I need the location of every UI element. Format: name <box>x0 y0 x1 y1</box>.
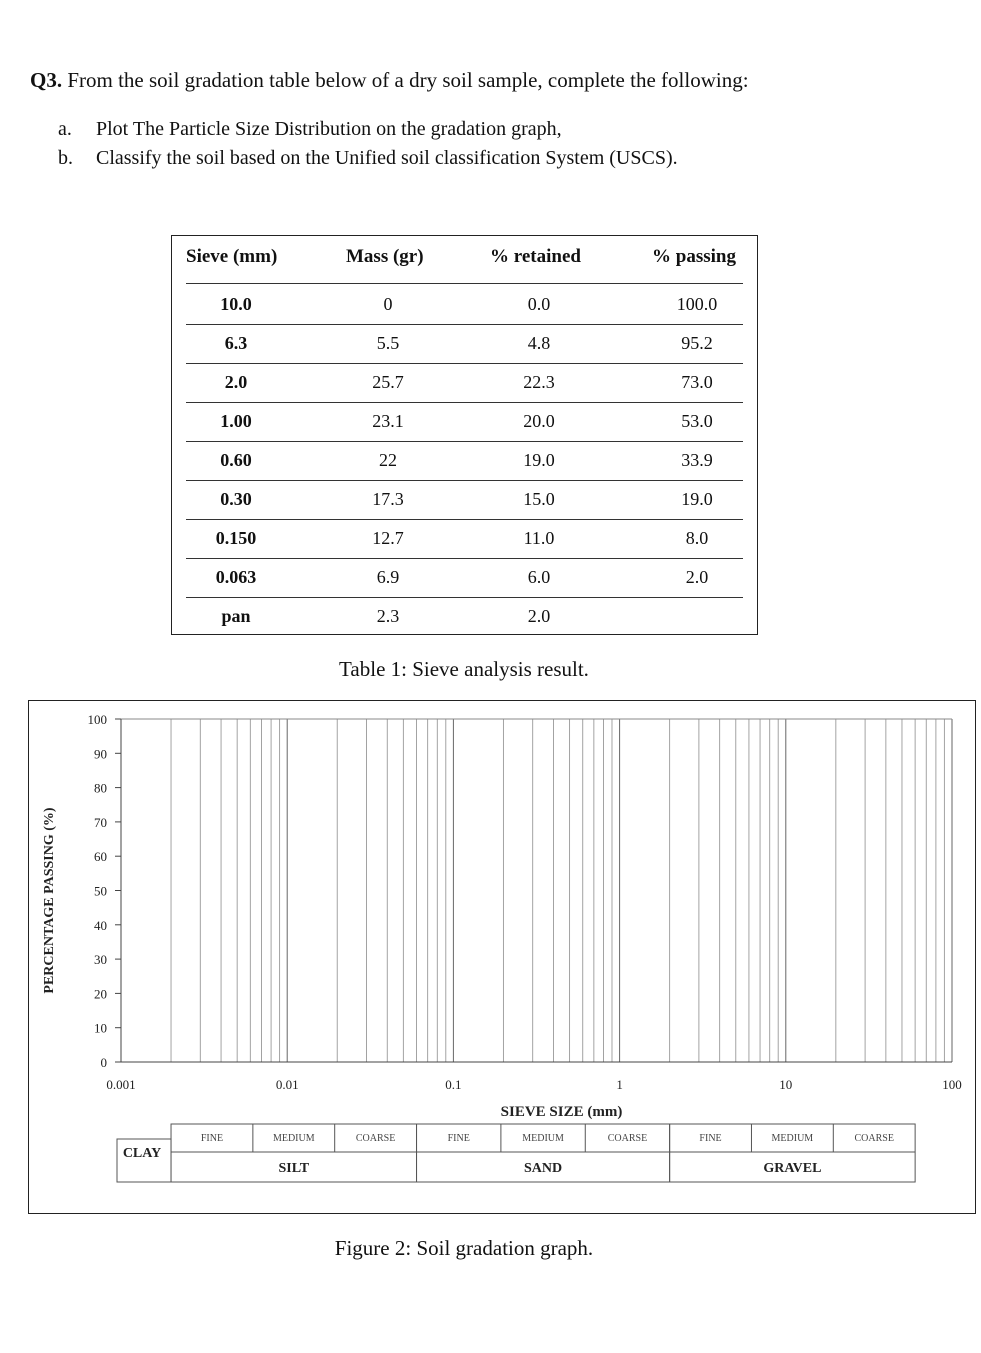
y-tick-label: 40 <box>94 917 107 933</box>
cell-retained: 22.3 <box>523 372 555 392</box>
classification-sub-label: COARSE <box>355 1133 396 1144</box>
y-tick-label: 10 <box>94 1020 107 1036</box>
cell-mass: 12.7 <box>372 528 404 548</box>
row-divider <box>186 324 743 325</box>
x-tick-label: 100 <box>942 1077 962 1092</box>
cell-mass: 17.3 <box>372 489 404 509</box>
row-divider <box>186 519 743 520</box>
classification-group-label: SILT <box>278 1161 310 1176</box>
cell-retained: 20.0 <box>523 411 555 431</box>
sieve-analysis-table <box>171 235 758 635</box>
classification-sub-label: FINE <box>200 1133 224 1144</box>
row-divider <box>186 441 743 442</box>
cell-sieve: pan <box>221 606 251 626</box>
table-caption: Table 1: Sieve analysis result. <box>339 657 589 681</box>
y-tick-label: 20 <box>94 986 107 1002</box>
cell-sieve: 0.30 <box>220 489 252 509</box>
classification-sub-label: MEDIUM <box>771 1133 814 1144</box>
classification-sub-label: COARSE <box>854 1133 894 1144</box>
column-header-mass: Mass (gr) <box>346 246 424 267</box>
cell-mass: 25.7 <box>372 372 404 392</box>
cell-retained: 2.0 <box>527 606 551 626</box>
cell-retained: 15.0 <box>523 489 555 509</box>
cell-sieve: 1.00 <box>220 411 252 431</box>
classification-sub-label: FINE <box>447 1133 470 1144</box>
cell-retained: 19.0 <box>523 450 555 470</box>
y-tick-label: 0 <box>100 1055 107 1070</box>
cell-passing: 8.0 <box>685 528 709 548</box>
classification-sub-label: MEDIUM <box>522 1133 564 1144</box>
row-divider <box>186 363 743 364</box>
cell-sieve: 0.150 <box>215 528 257 548</box>
x-tick-label: 10 <box>779 1077 793 1092</box>
x-tick-label: 0.01 <box>275 1077 299 1092</box>
classification-group-label: SAND <box>524 1161 563 1176</box>
y-tick-label: 80 <box>94 780 107 796</box>
cell-sieve: 0.60 <box>220 450 252 470</box>
question-text: From the soil gradation table below of a dry soil sample, complete the following: <box>67 68 749 92</box>
y-tick-label: 70 <box>94 814 107 830</box>
y-tick-label: 90 <box>94 746 107 762</box>
y-tick-label: 30 <box>94 952 107 968</box>
cell-mass: 0 <box>383 294 393 314</box>
item-text: Classify the soil based on the Unified soil classification System (USCS). <box>96 147 678 169</box>
cell-passing: 33.9 <box>681 450 713 470</box>
x-tick-label: 0.1 <box>445 1077 462 1092</box>
clay-label: CLAY <box>122 1146 162 1161</box>
cell-sieve: 0.063 <box>215 567 257 587</box>
row-divider <box>186 402 743 403</box>
question-item-a <box>58 118 562 141</box>
x-tick-label: 1 <box>616 1077 623 1092</box>
y-tick-label: 50 <box>94 883 107 899</box>
cell-sieve: 6.3 <box>224 333 248 353</box>
cell-mass: 22 <box>379 450 397 470</box>
column-header-passing: % passing <box>652 246 736 267</box>
cell-mass: 2.3 <box>376 606 400 626</box>
cell-retained: 11.0 <box>523 528 555 548</box>
header-divider <box>186 283 743 284</box>
item-letter: b. <box>58 147 73 169</box>
question-item-b <box>58 147 678 170</box>
item-text: Plot The Particle Size Distribution on the gradation graph, <box>96 118 562 140</box>
classification-group-label: GRAVEL <box>763 1161 822 1176</box>
gradation-graph-frame <box>28 700 976 1214</box>
cell-mass: 23.1 <box>372 411 404 431</box>
x-tick-label: 0.001 <box>106 1077 136 1092</box>
item-letter: a. <box>58 118 72 140</box>
gradation-chart[interactable] <box>29 701 975 1213</box>
cell-mass: 5.5 <box>376 333 400 353</box>
column-header-retained: % retained <box>490 246 581 267</box>
cell-mass: 6.9 <box>376 567 400 587</box>
cell-passing: 95.2 <box>681 333 713 353</box>
y-tick-label: 100 <box>87 712 107 727</box>
cell-retained: 6.0 <box>527 567 551 587</box>
cell-passing: 53.0 <box>681 411 713 431</box>
column-header-sieve: Sieve (mm) <box>186 246 278 267</box>
row-divider <box>186 597 743 598</box>
row-divider <box>186 480 743 481</box>
classification-sub-label: COARSE <box>607 1133 648 1144</box>
y-tick-label: 60 <box>94 849 107 865</box>
cell-passing: 19.0 <box>681 489 713 509</box>
cell-passing: 2.0 <box>685 567 709 587</box>
row-divider <box>186 558 743 559</box>
figure-caption: Figure 2: Soil gradation graph. <box>334 1236 594 1260</box>
cell-sieve: 2.0 <box>224 372 248 392</box>
cell-retained: 0.0 <box>527 294 551 314</box>
y-axis-title: PERCENTAGE PASSING (%) <box>42 807 57 994</box>
classification-sub-label: MEDIUM <box>272 1133 315 1144</box>
classification-sub-label: FINE <box>699 1133 722 1144</box>
cell-retained: 4.8 <box>527 333 551 353</box>
question-prompt <box>30 68 749 93</box>
cell-passing: 100.0 <box>676 294 718 314</box>
cell-sieve: 10.0 <box>220 294 252 314</box>
question-number: Q3. <box>30 68 63 92</box>
x-axis-title: SIEVE SIZE (mm) <box>500 1104 623 1120</box>
cell-passing: 73.0 <box>681 372 713 392</box>
